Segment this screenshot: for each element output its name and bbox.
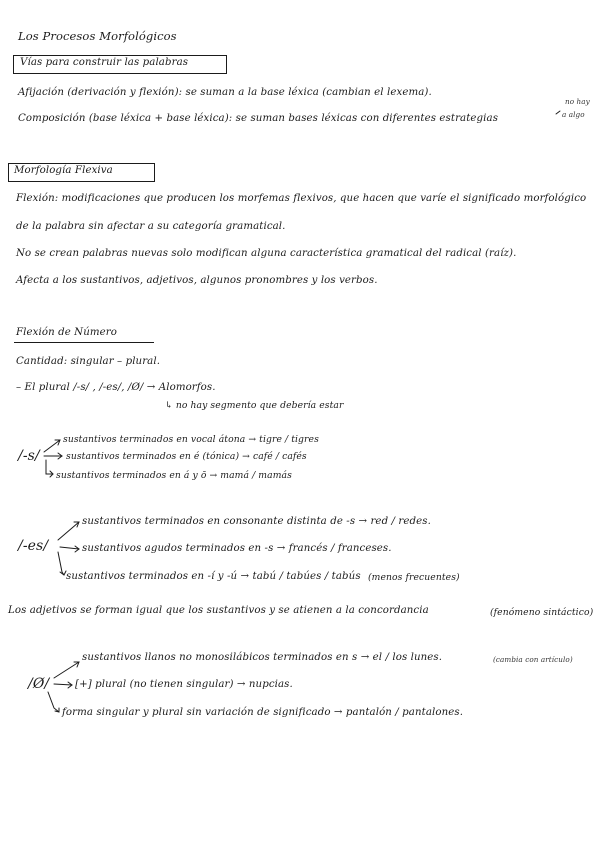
cantidad-line: Cantidad: singular – plural. — [16, 356, 161, 367]
composicion-line: Composición (base léxica + base léxica): se suman bases léxicas con diferentes estrategias — [18, 113, 499, 124]
allomorph-item: sustantivos terminados en consonante distinta de -s → red / redes. — [82, 516, 431, 527]
margin-note: no hay — [565, 97, 590, 106]
allomorph-item: sustantivos terminados en á y ō → mamá / mamás — [56, 470, 292, 481]
allomorph-note: (menos frecuentes) — [368, 572, 460, 583]
heading-underline — [14, 342, 154, 343]
margin-note: a algo — [562, 110, 585, 119]
afijacion-line: Afijación (derivación y flexión): se suman a la base léxica (cambian el lexema). — [18, 87, 432, 98]
section-heading: Morfología Flexiva — [14, 165, 113, 176]
allomorph-item: sustantivos agudos terminados en -s → francés / franceses. — [82, 543, 392, 554]
adjetivos-note: (fenómeno sintáctico) — [490, 607, 594, 618]
allomorph-item: sustantivos terminados en é (tónica) → café / cafés — [66, 451, 307, 462]
plural-note: ↳ no hay segmento que debería estar — [165, 400, 344, 411]
paragraph-line: No se crean palabras nuevas solo modifican alguna característica gramatical del radical (raíz). — [16, 248, 517, 259]
allomorph-label: /-s/ — [18, 448, 40, 464]
allomorph-label: /-es/ — [18, 538, 49, 554]
allomorph-item: sustantivos terminados en vocal átona → tigre / tigres — [63, 434, 319, 445]
allomorph-label: /Ø/ — [28, 676, 50, 692]
plural-line: – El plural /-s/ , /-es/, /Ø/ → Alomorfos. — [16, 382, 216, 393]
allomorph-item: [+] plural (no tienen singular) → nupcias. — [75, 679, 293, 690]
section-heading: Vías para construir las palabras — [20, 57, 189, 68]
allomorph-item: sustantivos terminados en -í y -ú → tabú / tabúes / tabús — [66, 571, 361, 582]
paragraph-line: Afecta a los sustantivos, adjetivos, algunos pronombres y los verbos. — [16, 275, 378, 286]
allomorph-item: forma singular y plural sin variación de significado → pantalón / pantalones. — [62, 707, 464, 718]
page-title: Los Procesos Morfológicos — [18, 29, 177, 43]
adjetivos-line: Los adjetivos se forman igual que los sustantivos y se atienen a la concordancia — [8, 605, 429, 616]
paragraph-line: de la palabra sin afectar a su categoría gramatical. — [16, 221, 286, 232]
paragraph-line: Flexión: modificaciones que producen los morfemas flexivos, que hacen que varíe el significado morfológico — [16, 193, 587, 204]
allomorph-note: (cambia con artículo) — [493, 655, 573, 664]
allomorph-item: sustantivos llanos no monosilábicos terminados en s → el / los lunes. — [82, 652, 443, 663]
section-heading: Flexión de Número — [16, 327, 117, 338]
